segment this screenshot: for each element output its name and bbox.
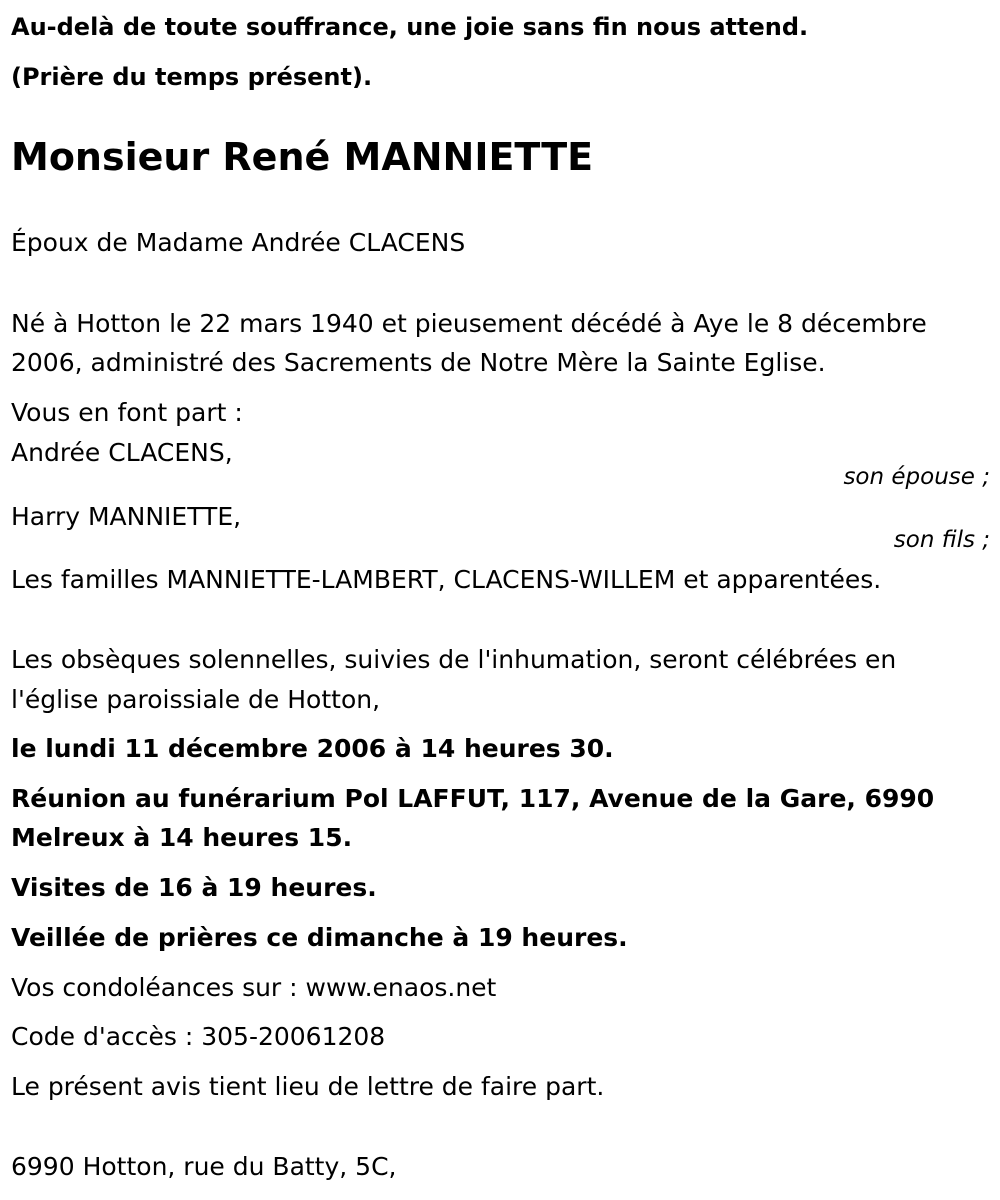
access-code-line: Code d'accès : 305-20061208 [11, 1022, 386, 1051]
family-member-name: Harry MANNIETTE, [11, 502, 242, 531]
meeting-line-1: Réunion au funérarium Pol LAFFUT, 117, Avenue de la Gare, 6990 [11, 784, 935, 813]
notice-line: Le présent avis tient lieu de lettre de faire part. [11, 1072, 605, 1101]
visits-line: Visites de 16 à 19 heures. [11, 873, 377, 902]
family-intro: Vous en font part : [11, 398, 243, 427]
epigraph-source: (Prière du temps présent). [11, 63, 373, 91]
family-member-relation: son épouse ; [843, 464, 990, 490]
funeral-line-2: l'église paroissiale de Hotton, [11, 685, 381, 714]
epigraph-quote: Au-delà de toute souffrance, une joie sans fin nous attend. [11, 13, 809, 41]
family-member-name: Andrée CLACENS, [11, 438, 233, 467]
deceased-name: Monsieur René MANNIETTE [11, 135, 594, 179]
vigil-line: Veillée de prières ce dimanche à 19 heures. [11, 923, 628, 952]
funeral-line-1: Les obsèques solennelles, suivies de l'inhumation, seront célébrées en [11, 645, 897, 674]
family-member-relation: son fils ; [893, 527, 990, 553]
other-families: Les familles MANNIETTE-LAMBERT, CLACENS-WILLEM et apparentées. [11, 565, 882, 594]
bio-line-1: Né à Hotton le 22 mars 1940 et pieusement décédé à Aye le 8 décembre [11, 309, 927, 338]
address-line: 6990 Hotton, rue du Batty, 5C, [11, 1152, 397, 1181]
spouse-line: Époux de Madame Andrée CLACENS [11, 228, 466, 257]
funeral-date: le lundi 11 décembre 2006 à 14 heures 30. [11, 734, 614, 763]
condolences-line: Vos condoléances sur : www.enaos.net [11, 973, 497, 1002]
meeting-line-2: Melreux à 14 heures 15. [11, 823, 353, 852]
bio-line-2: 2006, administré des Sacrements de Notre Mère la Sainte Eglise. [11, 348, 826, 377]
